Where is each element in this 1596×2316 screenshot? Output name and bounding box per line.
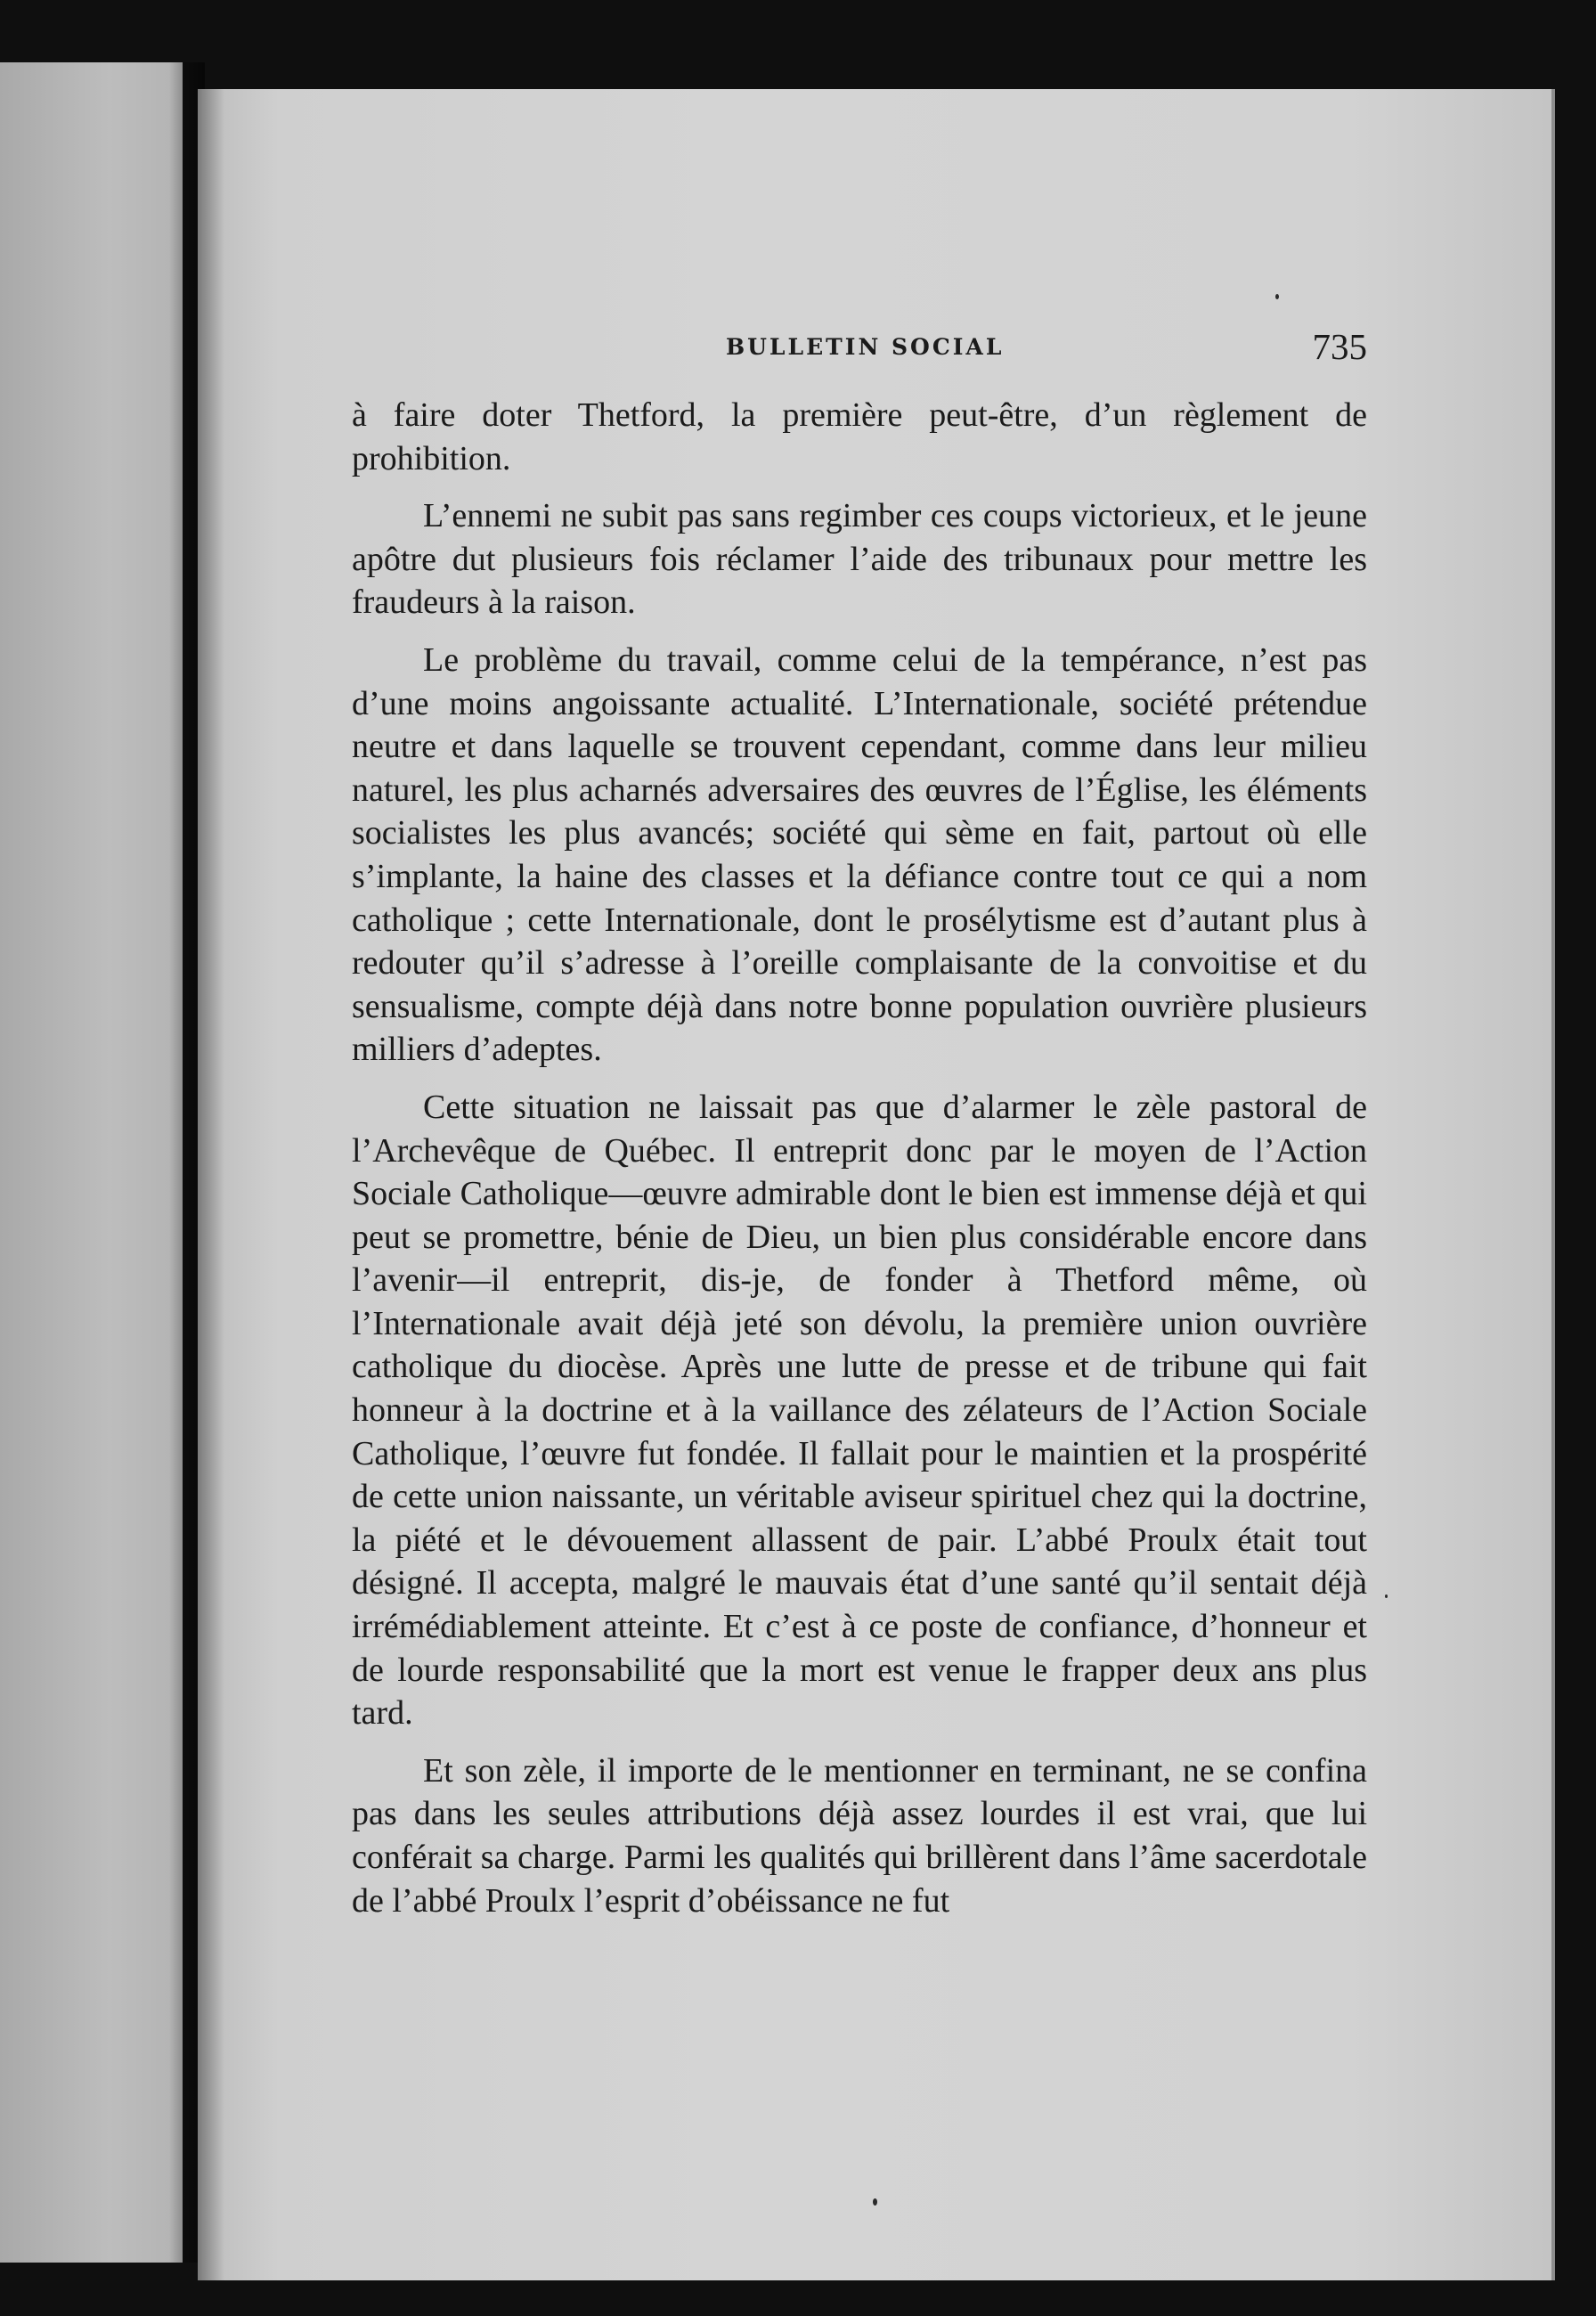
paragraph-3: Le problème du travail, comme celui de la tempérance, n’est pas d’une moins angoissante actualité. L’Internationale, société prétendue neutre et dans laquelle se trouvent cependant, comme dans leur milieu naturel, les plus acharnés adversaires des œuvres de l’Église, les éléments socialistes les plus avancés; société qui sème en fait, partout où elle s’implante, la haine des classes et la défiance contre tout ce qui a nom catholique ; cette Internationale, dont le prosélytisme est d’autant plus à redouter qu’il s’adresse à l’oreille complaisante de la convoitise et du sensualisme, compte déjà dans notre bonne population ouvrière plusieurs milliers d’adeptes.	[352, 640, 1367, 1069]
scan-speck	[873, 2198, 877, 2206]
paragraph-5: Et son zèle, il importe de le mentionner en terminant, ne se confina pas dans les seules attributions déjà assez lourdes il est vrai, que lui conférait sa charge. Parmi les qualités qui brillèrent dans l’âme sacerdotale de l’abbé Proulx l’esprit d’obéissance ne fut	[352, 1751, 1367, 1920]
running-header	[352, 325, 1367, 370]
body-text	[352, 394, 1367, 1937]
page-number: 735	[1312, 326, 1367, 367]
paragraph-4: Cette situation ne laissait pas que d’alarmer le zèle pastoral de l’Archevêque de Québec. Il entreprit donc par le moyen de l’Action Sociale Catholique—œuvre admirable dont le bien est immense déjà et qui peut se promettre, bénie de Dieu, un bien plus considérable encore dans l’avenir—il entreprit, dis-je, de fonder à Thetford même, où l’Internationale avait déjà jeté son dévolu, la première union ouvrière catholique du diocèse. Après une lutte de presse et de tribune qui fait honneur à la doctrine et à la vaillance des zélateurs de l’Action Sociale Catholique, l’œuvre fut fondée. Il fallait pour le maintien et la prospérité de cette union naissante, un véritable aviseur spirituel chez qui la doctrine, la piété et le dévouement allassent de pair. L’abbé Proulx était tout désigné. Il accepta, malgré le mauvais état d’une santé qu’il sentait déjà irrémédiablement atteinte. Et c’est à ce poste de confiance, d’honneur et de lourde responsabilité que la mort est venue le frapper deux ans plus tard.	[352, 1088, 1367, 1733]
running-title: BULLETIN SOCIAL	[726, 334, 1005, 360]
page-binding-shadow	[198, 89, 224, 2280]
paragraph-1: à faire doter Thetford, la première peut-être, d’un règlement de prohibition.	[352, 396, 1367, 477]
scan-speck	[1385, 1594, 1388, 1598]
facing-page-edge	[0, 62, 183, 2263]
paragraph-2: L’ennemi ne subit pas sans regimber ces coups victorieux, et le jeune apôtre dut plusieurs fois réclamer l’aide des tribunaux pour mettre les fraudeurs à la raison.	[352, 497, 1367, 622]
scan-speck	[1275, 294, 1279, 299]
